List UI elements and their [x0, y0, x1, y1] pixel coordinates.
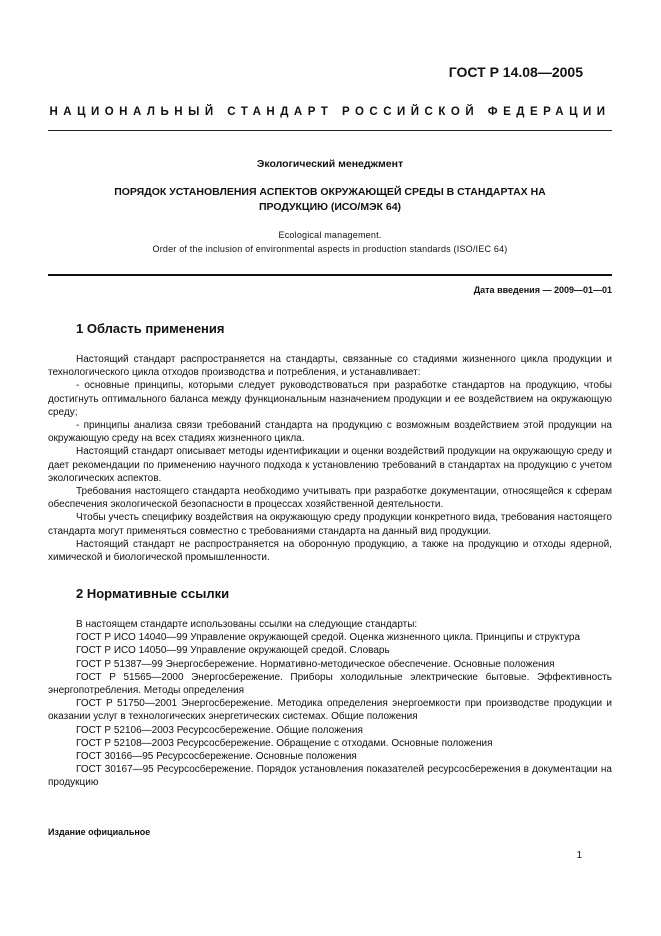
header-divider [48, 130, 612, 131]
reference-item: ГОСТ 30167—95 Ресурсосбережение. Порядок установления показателей ресурсосбережения в документации на продукцию [48, 764, 612, 789]
section-heading-scope: 1 Область применения [76, 321, 225, 336]
introduction-date: Дата введения — 2009—01—01 [473, 285, 612, 295]
english-title-line: Order of the inclusion of environmental aspects in production standards (ISO/IEC 64) [152, 244, 508, 254]
document-title [48, 185, 612, 215]
english-title [48, 228, 612, 256]
edition-label: Издание официальное [48, 827, 151, 837]
standard-code: ГОСТ Р 14.08—2005 [448, 64, 583, 80]
list-item: - основные принципы, которыми следует руководствоваться при разработке стандартов на продукцию, чтобы достигнуть оптимального баланса между функциональным назначением продукции и ее воздействием на окружающую среду; [48, 380, 612, 418]
page-number: 1 [576, 850, 582, 861]
subject-heading: Экологический менеджмент [256, 158, 404, 170]
section-heading-references: 2 Нормативные ссылки [76, 586, 230, 601]
document-title-line: ПОРЯДОК УСТАНОВЛЕНИЯ АСПЕКТОВ ОКРУЖАЮЩЕЙ СРЕДЫ В СТАНДАРТАХ НА [114, 186, 546, 198]
reference-item: ГОСТ Р 51565—2000 Энергосбережение. Приборы холодильные электрические бытовые. Эффективность энергопотребления. Методы определения [48, 671, 612, 697]
paragraph: Чтобы учесть специфику воздействия на окружающую среду продукции конкретного вида, требования настоящего стандарта могут применяться совместно с требованиями стандарта на данный вид продукции. [48, 512, 612, 537]
reference-item: ГОСТ Р ИСО 14050—99 Управление окружающей средой. Словарь [76, 645, 390, 657]
reference-item: ГОСТ 30166—95 Ресурсосбережение. Основные положения [76, 751, 357, 763]
document-title-line: ПРОДУКЦИЮ (ИСО/МЭК 64) [258, 201, 402, 213]
paragraph: Настоящий стандарт распространяется на стандарты, связанные со стадиями жизненного цикла продукции и технологического цикла отходов производства и потребления, и устанавливает: [48, 354, 612, 379]
reference-item: ГОСТ Р 51387—99 Энергосбережение. Нормативно-методическое обеспечение. Основные положения [76, 658, 555, 670]
reference-item: ГОСТ Р 52106—2003 Ресурсосбережение. Общие положения [76, 724, 363, 736]
reference-item: ГОСТ Р ИСО 14040—99 Управление окружающей средой. Оценка жизненного цикла. Принципы и структура [76, 632, 581, 644]
list-item: - принципы анализа связи требований стандарта на продукцию с возможным воздействием этой продукции на окружающую среду на всех стадиях жизненного цикла. [48, 420, 612, 445]
reference-item: ГОСТ Р 52108—2003 Ресурсосбережение. Обращение с отходами. Основные положения [76, 737, 493, 749]
paragraph: Настоящий стандарт не распространяется на оборонную продукцию, а также на продукцию и отходы ядерной, химической и биологической промышленности. [48, 538, 612, 564]
paragraph: В настоящем стандарте использованы ссылки на следующие стандарты: [76, 619, 418, 630]
paragraph: Настоящий стандарт описывает методы идентификации и оценки воздействий продукции на окружающую среду и дает рекомендации по применению научного подхода к установлению требований в стандартах на продукцию с учетом экологических аспектов. [48, 446, 612, 484]
section-body-references [48, 618, 612, 790]
paragraph: Требования настоящего стандарта необходимо учитывать при разработке документации, относящейся к сферам обеспечения экологической безопасности в процессах хозяйственной деятельности. [48, 486, 612, 511]
reference-item: ГОСТ Р 51750—2001 Энергосбережение. Методика определения энергоемкости при производстве продукции и оказании услуг в технологических энергетических системах. Общие положения [48, 698, 612, 723]
national-standard-banner: НАЦИОНАЛЬНЫЙ СТАНДАРТ РОССИЙСКОЙ ФЕДЕРАЦИИ [49, 106, 611, 118]
title-divider [48, 274, 612, 276]
english-title-line: Ecological management. [278, 230, 382, 240]
section-body-scope [48, 353, 612, 564]
